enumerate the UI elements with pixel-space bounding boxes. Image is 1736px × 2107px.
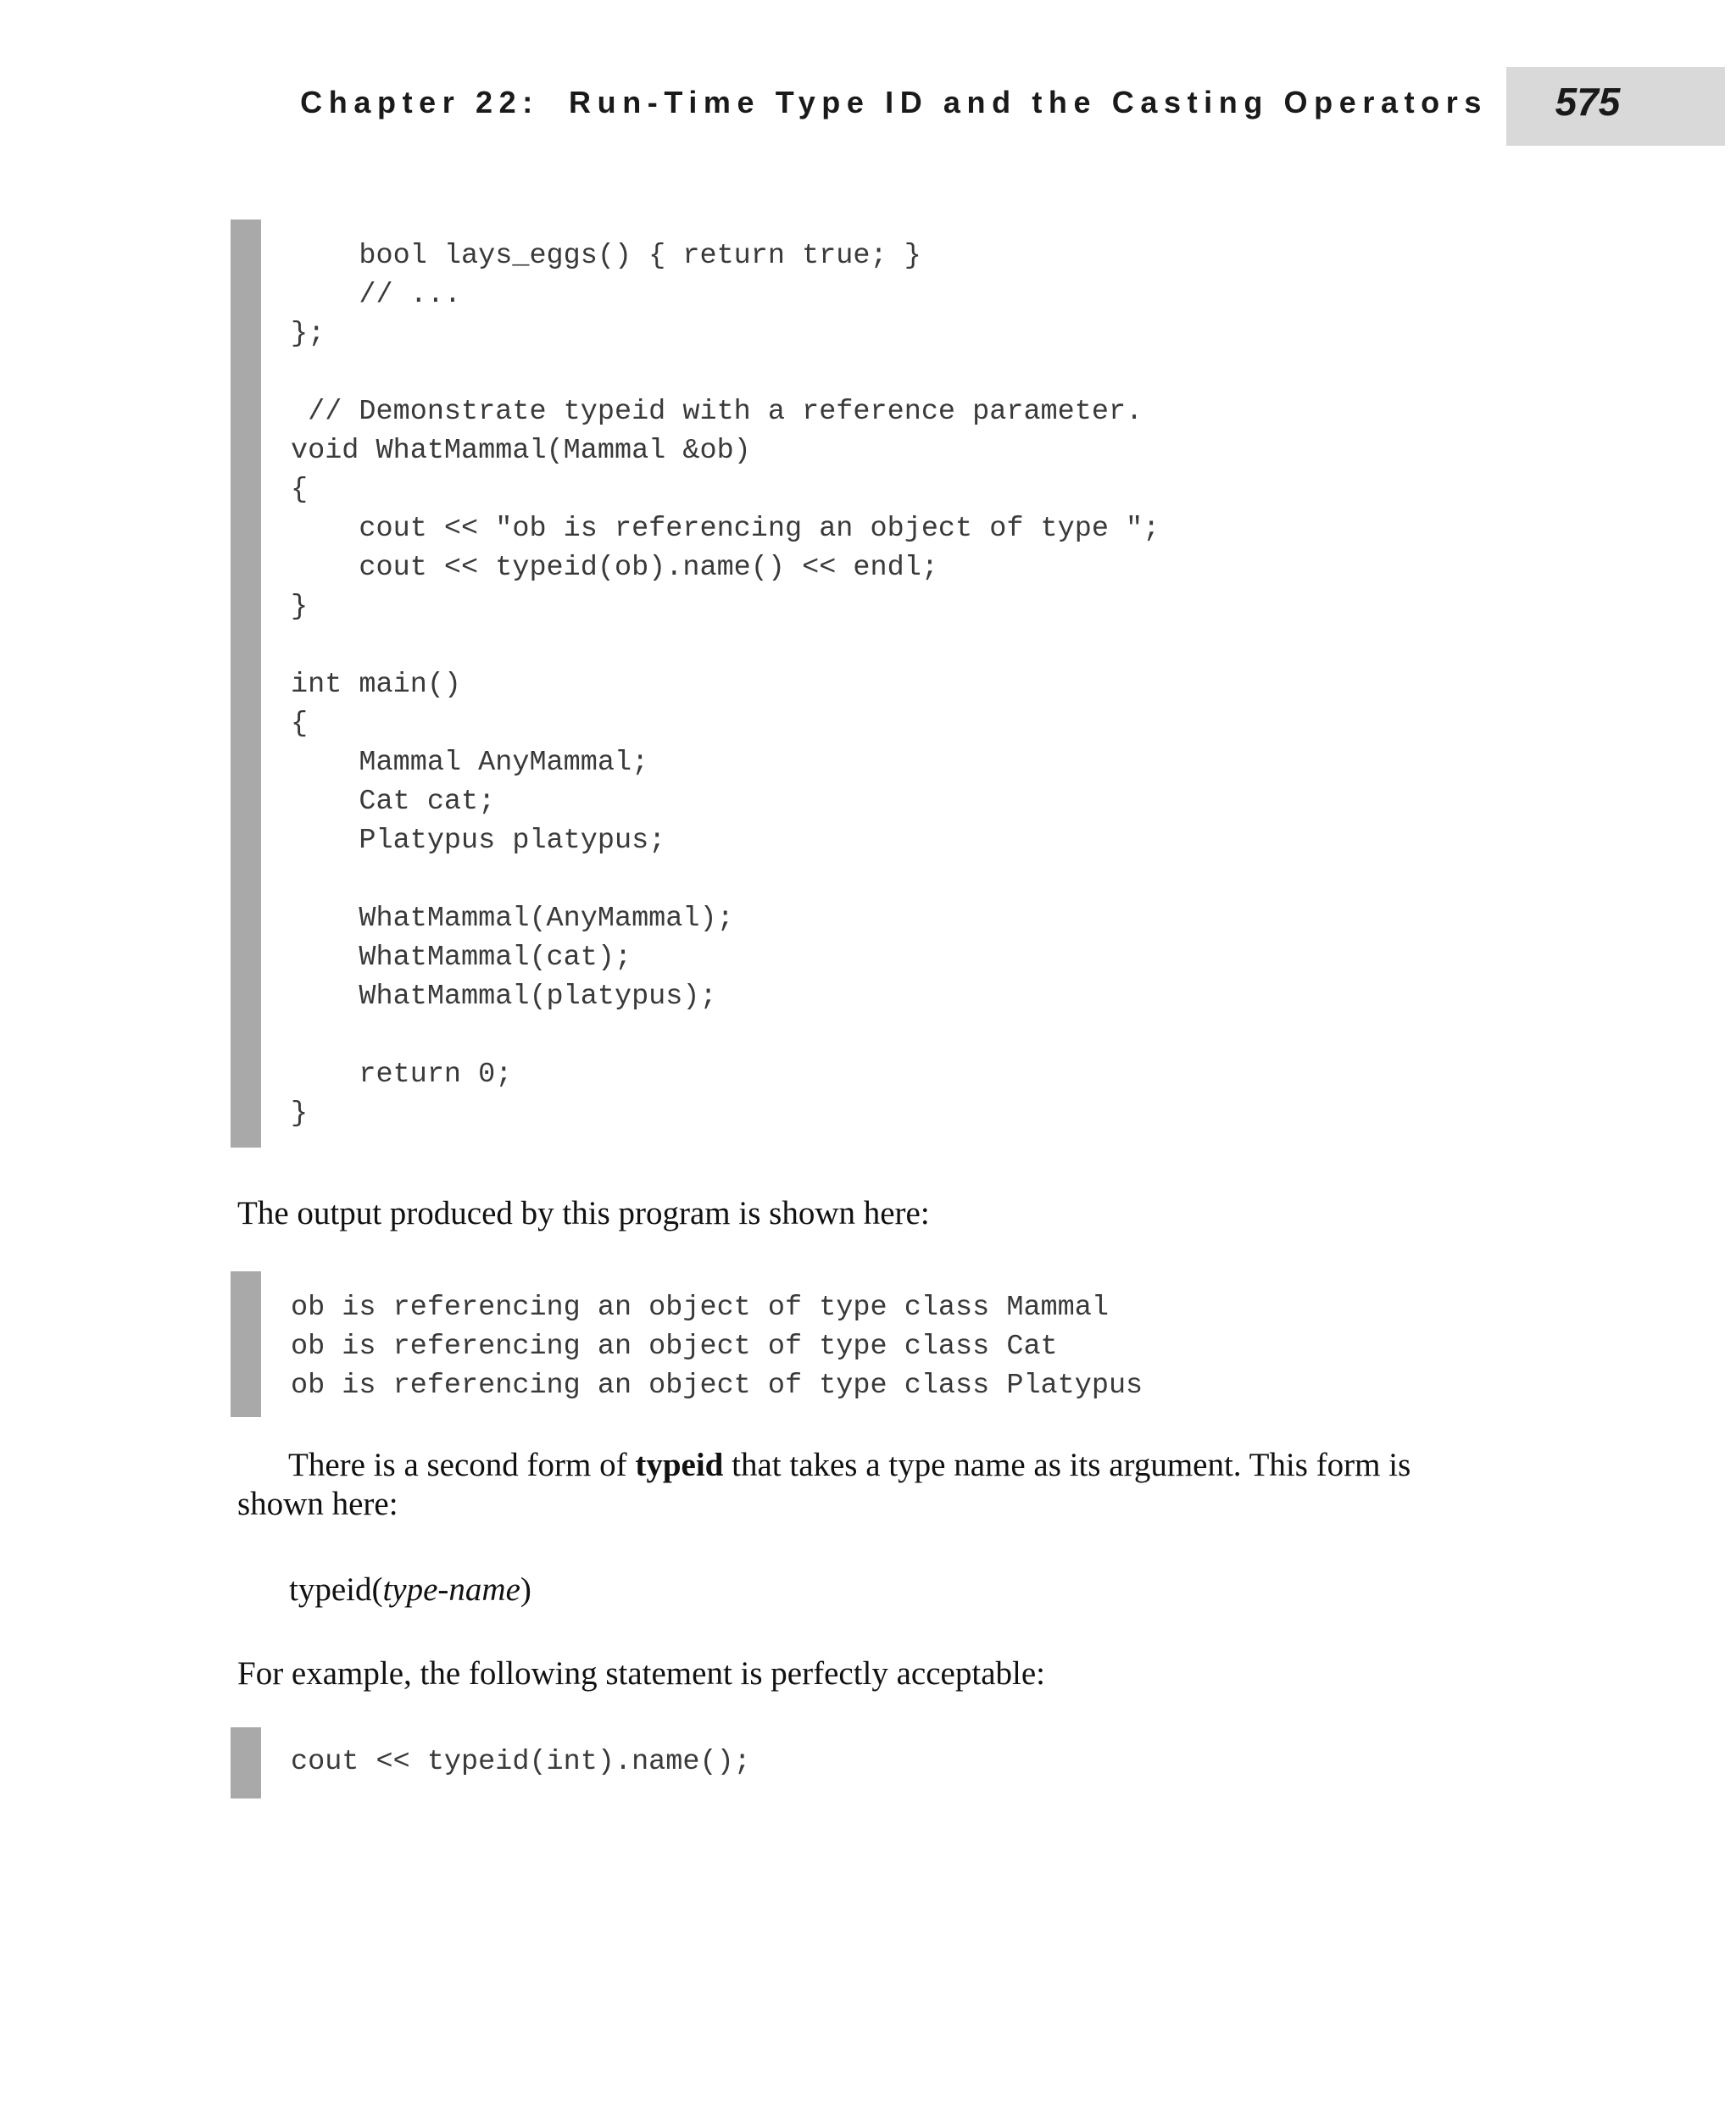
code-line: // Demonstrate typeid with a reference parameter. [291,396,1143,428]
syntax-typeid-form [289,1571,531,1609]
code-line: ob is referencing an object of type class Mammal [291,1292,1109,1324]
code-line: bool lays_eggs() { return true; } [291,240,921,272]
code-line: Mammal AnyMammal; [291,747,649,779]
code-line: cout << "ob is referencing an object of type "; [291,513,1160,545]
code-line: cout << typeid(int).name(); [291,1746,751,1778]
syntax-param: type-name [382,1571,520,1608]
code-line: }; [291,318,326,350]
code-line: cout << typeid(ob).name() << endl; [291,552,938,584]
code-line: WhatMammal(AnyMammal); [291,903,734,935]
code-line: Platypus platypus; [291,825,666,857]
code-block-bar [231,220,261,1148]
code-block-bar [231,1727,261,1798]
paragraph-text-after: that takes a type name as its argument. This form is shown here: [237,1447,1411,1522]
code-listing-main [291,236,1160,1133]
code-line: ob is referencing an object of type class Platypus [291,1370,1143,1402]
code-line: Cat cat; [291,786,496,818]
code-line: void WhatMammal(Mammal &ob) [291,435,751,467]
keyword-typeid: typeid [635,1447,724,1483]
page-number: 575 [1555,80,1621,124]
code-line: int main() [291,669,462,701]
paragraph-example: For example, the following statement is perfectly acceptable: [237,1655,1045,1692]
code-line: // ... [291,279,462,311]
code-listing-output [291,1288,1143,1405]
code-line: { [291,474,309,506]
paragraph-text-before: There is a second form of [288,1447,636,1483]
running-head-chapter-title: Chapter 22: Run-Time Type ID and the Casting Operators [300,85,1488,120]
paragraph-second-form [237,1446,1492,1524]
code-line: } [291,591,309,623]
code-line: ob is referencing an object of type class Cat [291,1331,1058,1363]
code-line: WhatMammal(platypus); [291,981,717,1013]
code-line: WhatMammal(cat); [291,942,632,974]
syntax-suffix: ) [520,1571,531,1608]
code-line: return 0; [291,1059,513,1091]
page-number-box [1506,67,1725,146]
code-line: } [291,1098,309,1130]
syntax-prefix: typeid( [289,1571,383,1608]
code-listing-example [291,1743,751,1782]
code-line: { [291,708,309,740]
code-block-bar [231,1271,261,1417]
paragraph-output-intro: The output produced by this program is shown here: [237,1195,930,1231]
